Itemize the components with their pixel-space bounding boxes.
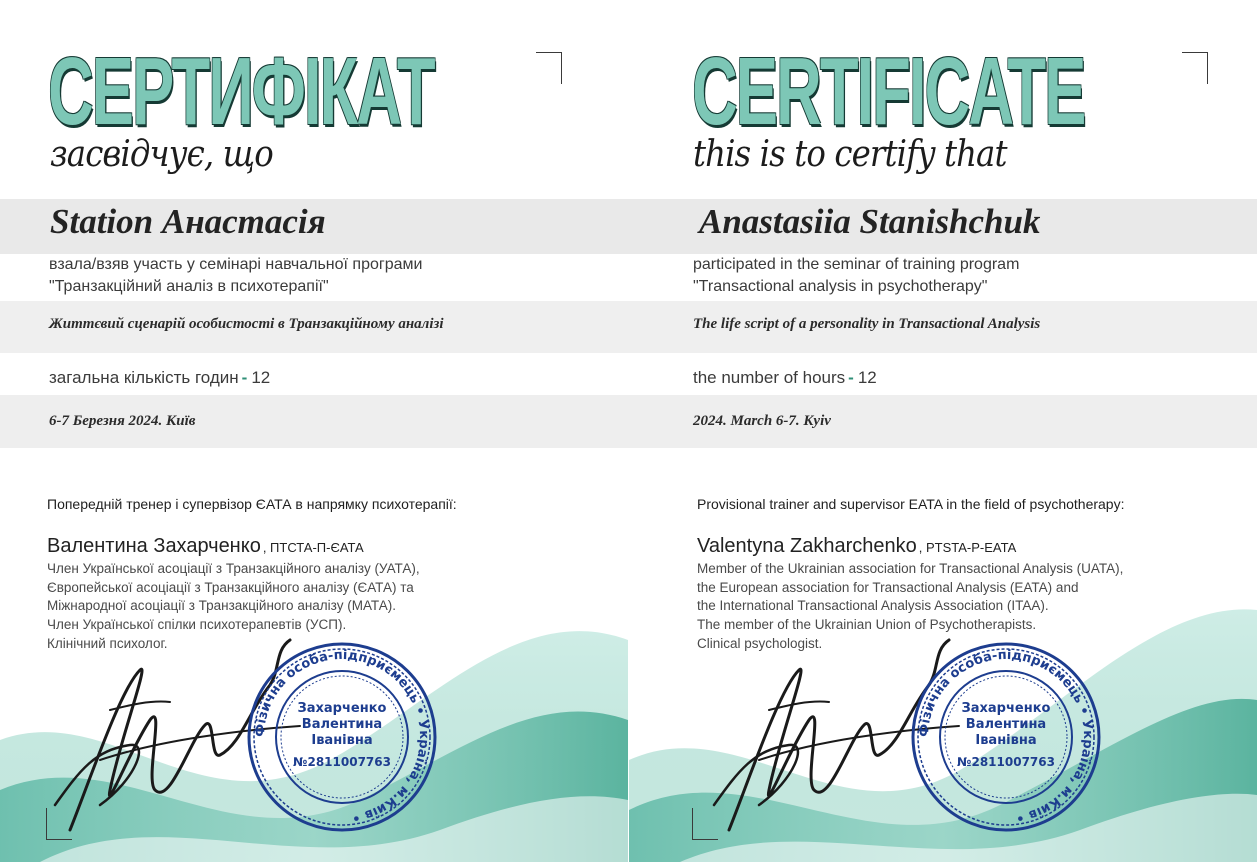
svg-text:Фізична особа-підприємець • Ук: Фізична особа-підприємець • Україна, м.Київ • [916,647,1096,826]
stamp-patronymic: Іванівна [311,733,373,748]
member-line: Клінічний психолог. [47,636,168,651]
corner-mark [1182,52,1208,84]
program-line: "Транзакційний аналіз в психотерапії" [49,278,329,295]
member-line: Європейської асоціації з Транзакційного аналізу (ЄАТА) та [47,580,414,595]
stamp-number: №2811007763 [957,755,1055,769]
member-line: the International Transactional Analysis Association (ITAA). [697,598,1049,613]
member-line: the European association for Transactional Analysis (EATA) and [697,580,1079,595]
certificate-title: CERTIFICATE [692,38,1085,145]
certificate-subtitle: this is to certify that [693,134,1007,175]
seminar-topic: The life script of a personality in Transactional Analysis [693,316,1041,332]
trainer-name-text: Valentyna Zakharchenko [697,535,917,557]
stamp-number: №2811007763 [293,755,391,769]
recipient-name: Station Анастасія [50,202,326,241]
hours-line [49,368,270,388]
hours-value: 12 [857,368,877,387]
hours-dash: - [848,368,854,387]
trainer-name [47,535,364,558]
stamp-surname: Захарченко [297,701,387,716]
svg-text:Фізична особа-підприємець • Ук: Фізична особа-підприємець • Україна, м.Київ • [252,647,432,826]
participation-line: взала/взяв участь у семінарі навчальної програми [49,256,423,273]
program-line: "Transactional analysis in psychotherapy" [693,278,988,295]
stamp-first-name: Валентина [301,717,383,732]
trainer-credential: , PTSTA-P-EATA [918,540,1017,555]
stamp-patronymic: Іванівна [975,733,1037,748]
trainer-credential: , ПТСТА-П-ЄАТА [262,540,364,555]
trainer-label: Provisional trainer and supervisor EATA in the field of psychotherapy: [697,496,1125,512]
stamp-surname: Захарченко [961,701,1051,716]
stamp-first-name: Валентина [965,717,1047,732]
member-line: Clinical psychologist. [697,636,823,651]
hours-line [693,368,877,388]
trainer-name [697,535,1016,558]
member-line: Член Української спілки психотерапевтів (УСП). [47,617,347,632]
member-line: Member of the Ukrainian association for Transactional Analysis (UATA), [697,561,1124,576]
seminar-topic: Життєвий сценарій особистості в Транзакційному аналізі [49,316,444,332]
seminar-date: 6-7 Березня 2024. Київ [49,413,196,429]
participation-line: participated in the seminar of training program [693,256,1020,273]
certificate-subtitle: засвідчує, що [50,134,273,175]
seminar-date: 2024. March 6-7. Kyiv [693,413,831,429]
stamp-seal [909,640,1103,834]
stamp-seal [245,640,439,834]
certificate-ukrainian [0,0,628,862]
hours-label: the number of hours [693,368,846,387]
member-line: The member of the Ukrainian Union of Psychotherapists. [697,617,1037,632]
hours-label: загальна кількість годин [49,368,239,387]
member-line: Член Української асоціації з Транзакційного аналізу (УАТА), [47,561,420,576]
hours-dash: - [241,368,248,387]
trainer-name-text: Валентина Захарченко [47,535,261,557]
corner-mark [536,52,562,84]
recipient-name: Anastasiia Stanishchuk [699,202,1041,241]
hours-value: 12 [251,368,271,387]
member-line: Міжнародної асоціації з Транзакційного аналізу (МАТА). [47,598,396,613]
certificate-english [629,0,1257,862]
certificate-title: СЕРТИФІКАТ [48,38,434,145]
trainer-label: Попередній тренер і супервізор ЄАТА в напрямку психотерапії: [47,496,457,512]
